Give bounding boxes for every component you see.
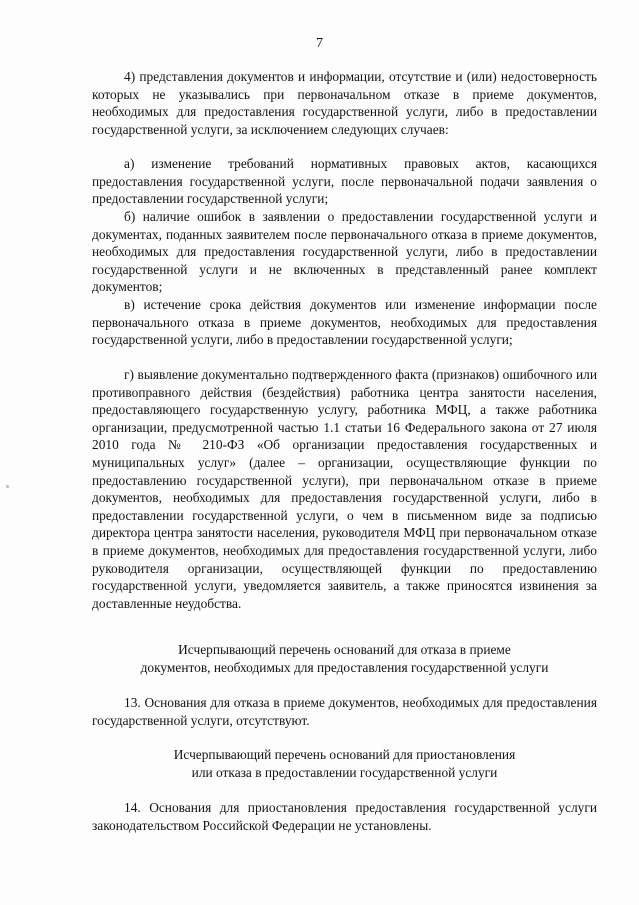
section-heading-suspension xyxy=(92,746,597,781)
heading-line: Исчерпывающий перечень оснований для приостановления xyxy=(173,747,516,762)
paragraph-subitem-b: б) наличие ошибок в заявлении о предоставлении государственной услуги и документах, поданных заявителем после первоначального отказа в приеме документов, необходимых для предоставления государственной услуги, либо в предоставлении государственной услуги и не включенных в представленный ранее комплект документов; xyxy=(92,209,597,295)
paragraph-item-13: 13. Основания для отказа в приеме документов, необходимых для предоставления государственной услуги, отсутствуют. xyxy=(92,695,597,728)
heading-line: документов, необходимых для предоставления государственной услуги xyxy=(140,659,549,675)
paragraph-item-14: 14. Основания для приостановления предоставления государственной услуги законодательством Российской Федерации не установлены. xyxy=(92,800,597,833)
scan-artifact-mark xyxy=(6,485,9,488)
paragraph-subitem-v: в) истечение срока действия документов или изменение информации после первоначального отказа в приеме документов, необходимых для предоставления государственной услуги, либо в предоставлении государственной услуги; xyxy=(92,297,597,348)
paragraph-subitem-g: г) выявление документально подтвержденного факта (признаков) ошибочного или противоправного действия (бездействия) работника центра занятости населения, предоставляющего государственную услугу, работника МФЦ, а также работника организации, предусмотренной частью 1.1 статьи 16 Федерального закона от 27 июля 2010 года № 210-ФЗ «Об организации предоставления государственных и муниципальных услуг» (далее – организации, осуществляющие функции по предоставлению государственной услуги), при первоначальном отказе в приеме документов, необходимых для предоставления государственной услуги, либо в предоставлении государственной услуги, о чем в письменном виде за подписью директора центра занятости населения, руководителя МФЦ при первоначальном отказе в приеме документов, необходимых для предоставления государственной услуги, либо руководителя организации, осуществляющей функции по предоставлению государственной услуги, уведомляется заявитель, а также приносятся извинения за доставленные неудобства. xyxy=(92,367,597,611)
section-heading-refusal-documents xyxy=(92,641,597,676)
heading-line: или отказа в предоставлении государственной услуги xyxy=(191,764,498,780)
heading-line: Исчерпывающий перечень оснований для отказа в приеме xyxy=(178,642,511,657)
paragraph-item-4: 4) представления документов и информации, отсутствие и (или) недостоверность которых не указывались при первоначальном отказе в приеме документов, необходимых для предоставления государственной услуги, либо в предоставлении государственной услуги, за исключением следующих случаев: xyxy=(92,69,597,137)
page-number: 7 xyxy=(316,36,323,51)
paragraph-subitem-a: а) изменение требований нормативных правовых актов, касающихся предоставления государственной услуги, после первоначальной подачи заявления о предоставлении государственной услуги; xyxy=(92,156,597,207)
